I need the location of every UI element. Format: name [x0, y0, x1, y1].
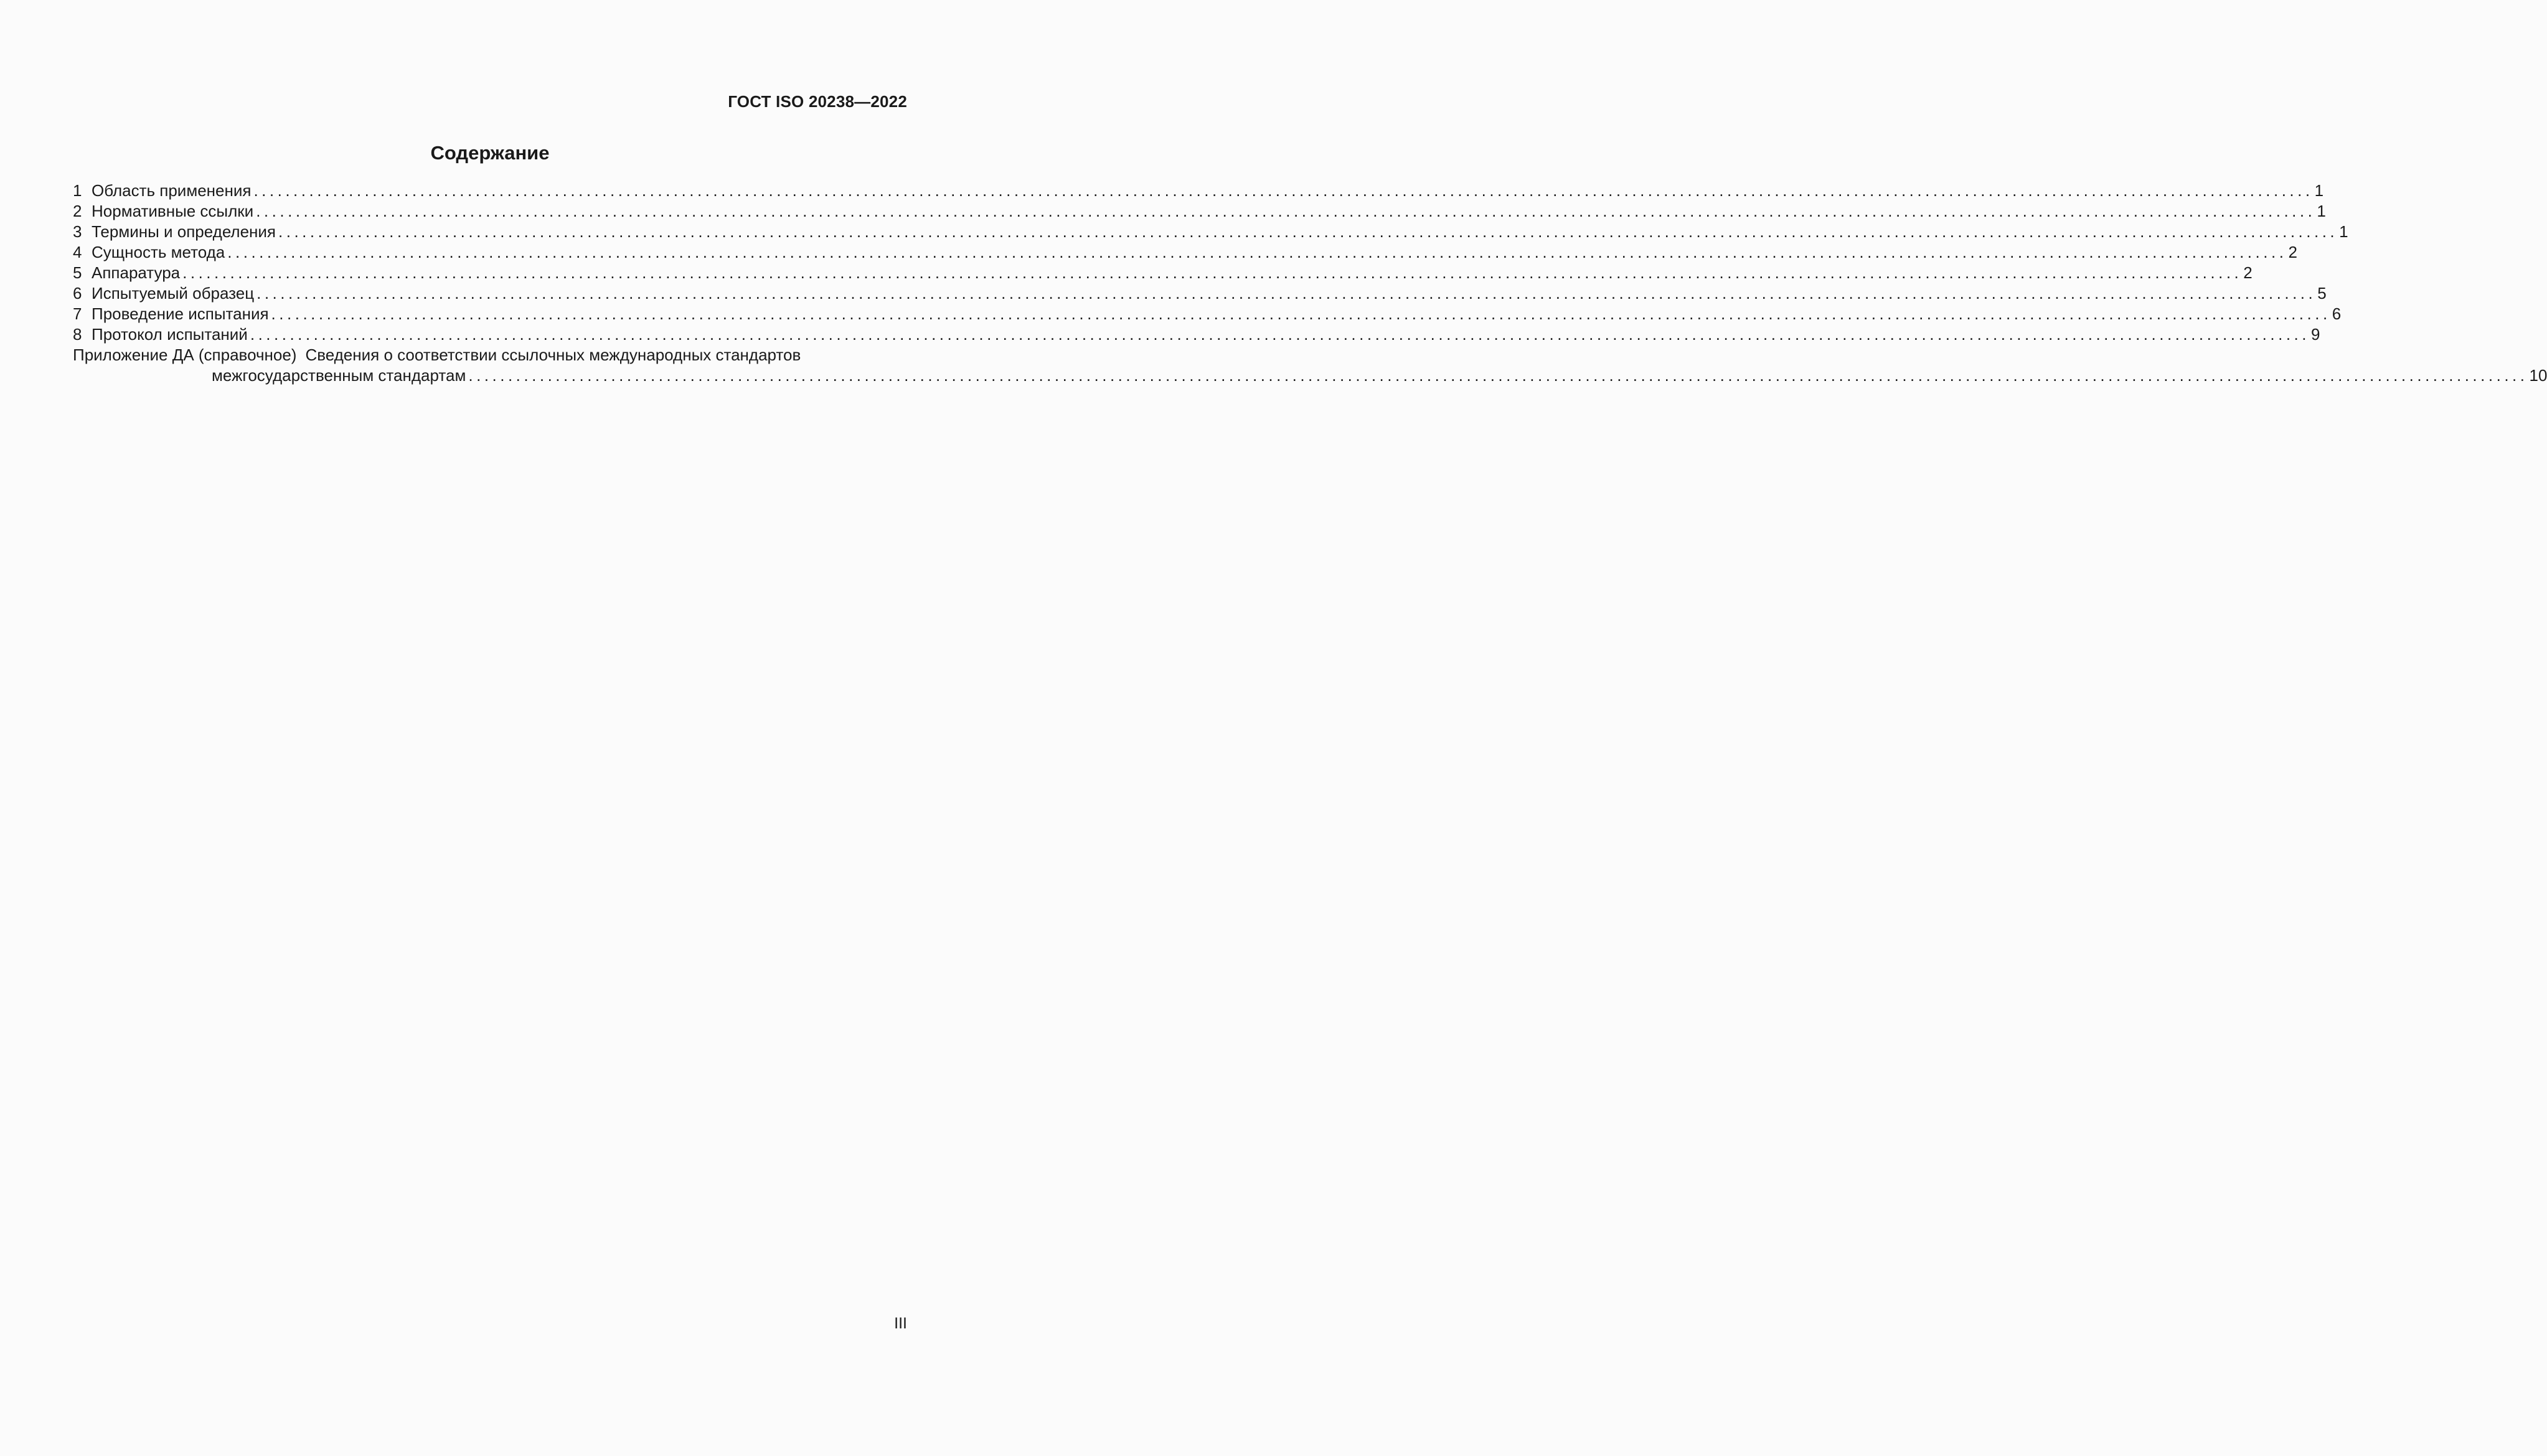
toc-item-page: 9 [2311, 325, 2320, 344]
toc-item[interactable] [73, 263, 2253, 283]
annex-title-continued: межгосударственным стандартам [212, 366, 466, 385]
toc-item[interactable] [73, 242, 2297, 263]
toc-item[interactable] [73, 222, 2348, 242]
toc-item[interactable] [73, 304, 2342, 324]
toc-dot-leader: .................................................................................................................................................................................................................................................................... [278, 222, 2338, 241]
toc-dot-leader: .................................................................................................................................................................................................................................................................... [253, 181, 2314, 200]
toc-annex-item[interactable] [73, 345, 2547, 386]
toc-item-number: 5 [73, 263, 82, 282]
document-code: ГОСТ ISO 20238—2022 [728, 92, 907, 111]
toc-item-label: Протокол испытаний [92, 325, 248, 344]
toc-item-number: 7 [73, 304, 82, 323]
toc-item-label: Аппаратура [92, 263, 181, 282]
table-of-contents [73, 181, 2547, 386]
toc-item-page: 2 [2288, 243, 2297, 261]
toc-item-number: 8 [73, 325, 82, 344]
toc-item-label: Проведение испытания [92, 304, 269, 323]
toc-item-label: Нормативные ссылки [92, 202, 254, 220]
toc-dot-leader: .................................................................................................................................................................................................................................................................... [468, 366, 2528, 385]
toc-item-label: Испытуемый образец [92, 284, 255, 303]
toc-item[interactable] [73, 181, 2324, 201]
toc-title: Содержание [430, 142, 550, 164]
toc-item-page: 1 [2314, 181, 2324, 200]
toc-dot-leader: .................................................................................................................................................................................................................................................................... [182, 263, 2243, 282]
toc-item-number: 4 [73, 243, 82, 261]
toc-item-page: 10 [2529, 366, 2547, 385]
annex-second-line [73, 365, 2547, 386]
toc-item-number: 3 [73, 222, 82, 241]
toc-item-label: Сущность метода [92, 243, 225, 261]
toc-item-page: 1 [2317, 202, 2326, 220]
toc-item[interactable] [73, 283, 2327, 304]
toc-item-number: 6 [73, 284, 82, 303]
toc-item-page: 1 [2339, 222, 2348, 241]
toc-item[interactable] [73, 201, 2326, 222]
toc-item-page: 2 [2243, 263, 2253, 282]
toc-item-label: Область применения [92, 181, 252, 200]
annex-prefix: Приложение ДА (справочное) [73, 345, 297, 364]
toc-item-page: 6 [2332, 304, 2342, 323]
page-number: III [894, 1315, 907, 1332]
toc-item[interactable] [73, 324, 2320, 345]
annex-title: Сведения о соответствии ссылочных международных стандартов [305, 345, 801, 364]
toc-item-number: 2 [73, 202, 82, 220]
toc-dot-leader: .................................................................................................................................................................................................................................................................... [257, 284, 2317, 303]
toc-item-number: 1 [73, 181, 82, 200]
toc-dot-leader: .................................................................................................................................................................................................................................................................... [250, 325, 2310, 344]
toc-dot-leader: .................................................................................................................................................................................................................................................................... [256, 202, 2316, 220]
toc-item-label: Термины и определения [92, 222, 276, 241]
toc-item-page: 5 [2317, 284, 2327, 303]
toc-dot-leader: .................................................................................................................................................................................................................................................................... [227, 243, 2287, 261]
toc-dot-leader: .................................................................................................................................................................................................................................................................... [271, 304, 2331, 323]
annex-first-line [73, 345, 907, 365]
